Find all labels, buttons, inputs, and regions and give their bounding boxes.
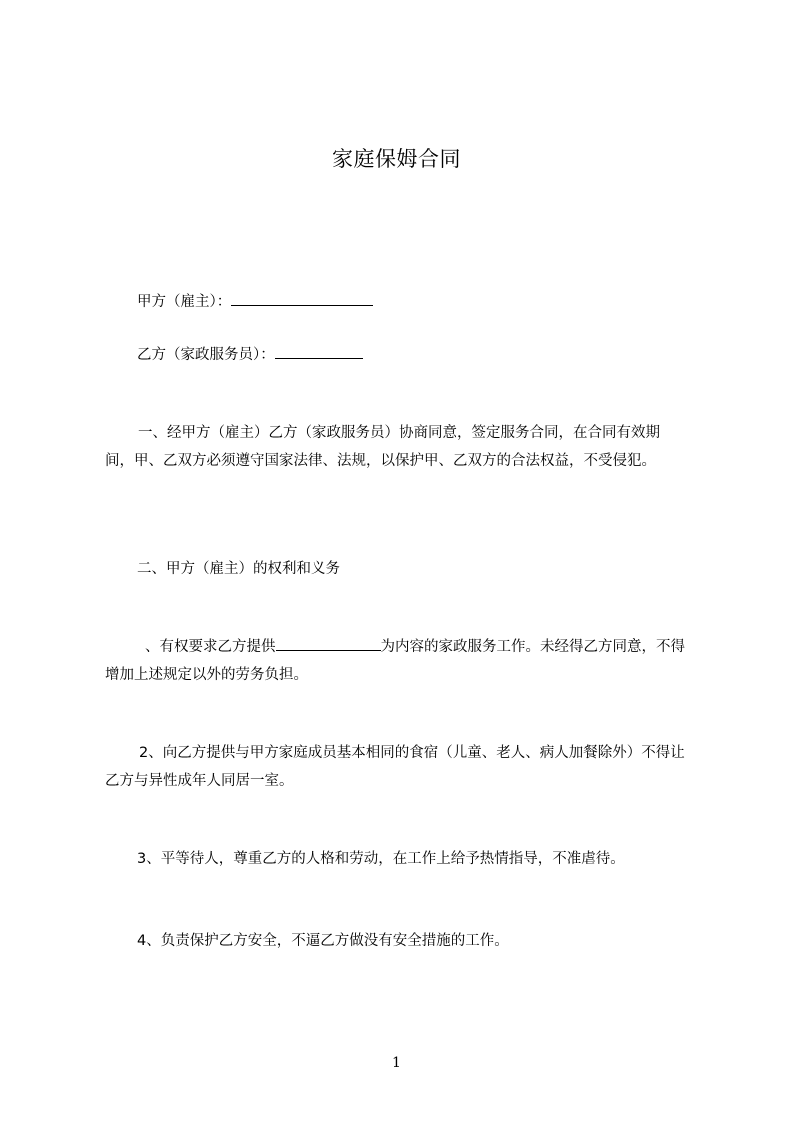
page-number: 1 xyxy=(392,1055,401,1071)
document-title: 家庭保姆合同 xyxy=(332,147,461,171)
item-1-blank xyxy=(276,636,381,651)
party-b-line xyxy=(137,344,363,365)
party-a-blank xyxy=(231,291,373,306)
party-b-blank xyxy=(275,344,363,359)
item-4: 4、负责保护乙方安全，不逼乙方做没有安全措施的工作。 xyxy=(137,933,509,949)
item-1-prefix: 、有权要求乙方提供 xyxy=(145,639,276,655)
clause-2-heading: 二、甲方（雇主）的权利和义务 xyxy=(137,561,340,577)
party-a-line xyxy=(137,291,373,312)
item-1-suffix: 为内容的家政服务工作。未经得乙方同意，不得增加上述规定以外的劳务负担。 xyxy=(105,639,685,683)
party-b-label: 乙方（家政服务员）： xyxy=(137,347,275,363)
item-3: 3、平等待人，尊重乙方的人格和劳动，在工作上给予热情指导，不准虐待。 xyxy=(137,851,625,867)
item-2: 2、向乙方提供与甲方家庭成员基本相同的食宿（儿童、老人、病人加餐除外）不得让乙方与异性成年人同居一室。 xyxy=(105,745,685,789)
party-a-label: 甲方（雇主）： xyxy=(137,294,232,310)
clause-1: 一、经甲方（雇主）乙方（家政服务员）协商同意，签定服务合同，在合同有效期间，甲、乙双方必须遵守国家法律、法规，以保护甲、乙双方的合法权益，不受侵犯。 xyxy=(105,425,660,469)
item-1 xyxy=(105,633,685,689)
